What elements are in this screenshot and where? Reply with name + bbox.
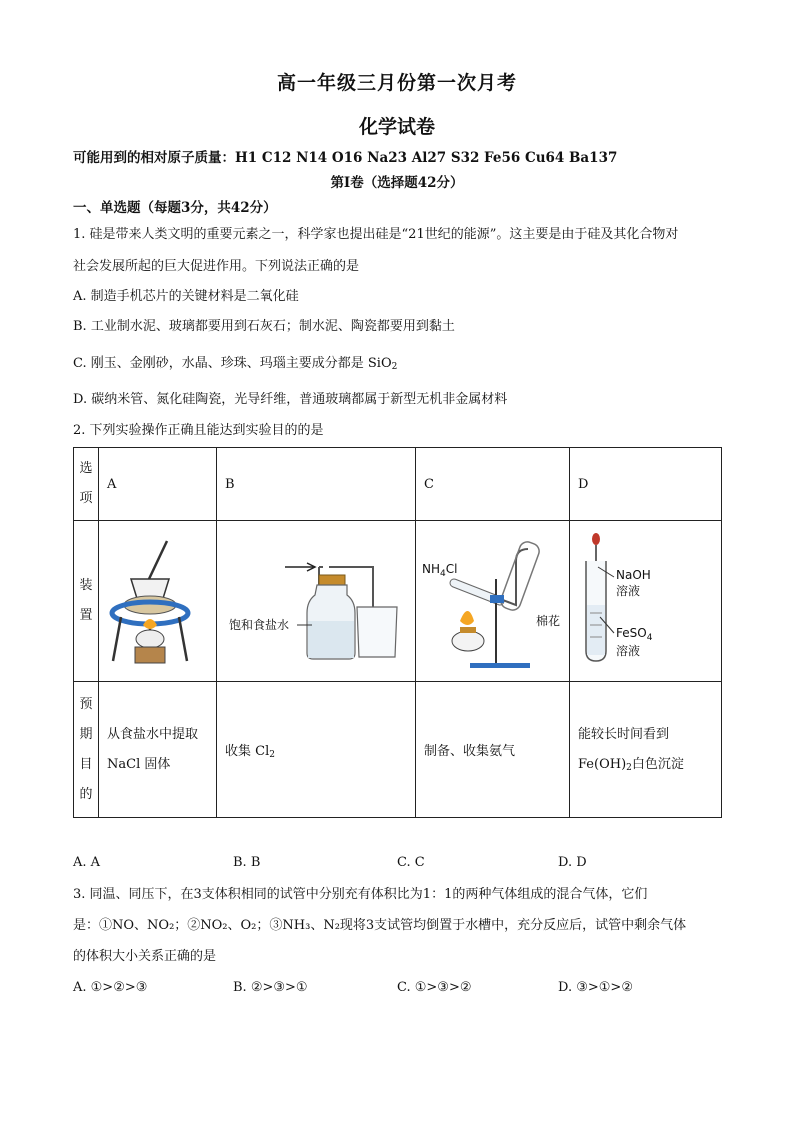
section-heading: 一、单选题（每题3分，共42分） (73, 200, 277, 216)
q3-choice-c[interactable]: C. ①>③>② (397, 980, 472, 995)
q1-option-b: B. 工业制水泥、玻璃都要用到石灰石；制水泥、陶瓷都要用到黏土 (73, 319, 455, 334)
evaporation-apparatus-figure (99, 521, 216, 677)
feso4-solution-label: 溶液 (616, 644, 641, 658)
row-label-apparatus: 装 置 (74, 521, 99, 682)
table-row-purpose (74, 682, 722, 818)
q2-choice-c[interactable]: C. C (397, 855, 425, 870)
apparatus-c (416, 521, 570, 682)
exam-subtitle: 化学试卷 (358, 116, 435, 138)
q1-option-d: D. 碳纳米管、氮化硅陶瓷，光导纤维，普通玻璃都属于新型无机非金属材料 (73, 392, 508, 407)
row-label-purpose: 预 期 目 的 (74, 682, 99, 818)
apparatus-a (99, 521, 217, 682)
purpose-a: 从食盐水中提取 NaCl 固体 (99, 682, 217, 818)
header-d: D (570, 448, 722, 521)
q3-stem-line3: 的体积大小关系正确的是 (73, 949, 217, 964)
apparatus-b (217, 521, 416, 682)
q3-choice-a[interactable]: A. ①>②>③ (73, 980, 148, 995)
naoh-solution-label: 溶液 (616, 584, 641, 598)
cotton-label: 棉花 (536, 614, 561, 628)
nh4cl-label: $NH_4Cl$ (422, 562, 458, 579)
q1-option-c: C. 刚玉、金刚砂，水晶、珍珠、玛瑙主要成分都是 SiO$_2$ (73, 356, 398, 372)
exam-title: 高一年级三月份第一次月考 (276, 72, 517, 94)
naoh-label: NaOH (616, 568, 651, 582)
volume-heading: 第Ⅰ卷（选择题42分） (330, 175, 464, 191)
row-label-options: 选 项 (74, 448, 99, 521)
gas-collection-figure (217, 521, 414, 677)
q3-choice-d[interactable]: D. ③>①>② (558, 980, 633, 995)
q2-stem: 2. 下列实验操作正确且能达到实验目的的是 (73, 423, 324, 438)
feso4-label: FeSO$_4$ (616, 626, 653, 643)
q2-choice-d[interactable]: D. D (558, 855, 587, 870)
q3-choice-b[interactable]: B. ②>③>① (233, 980, 308, 995)
atomic-masses: 可能用到的相对原子质量：H1 C12 N14 O16 Na23 Al27 S32 Fe56 Cu64 Ba137 (73, 150, 618, 166)
purpose-b: 收集 $Cl_2$ (217, 682, 416, 818)
ammonia-prep-figure (416, 521, 569, 677)
q2-choice-a[interactable]: A. A (73, 855, 101, 870)
q3-stem-line1: 3. 同温、同压下，在3支体积相同的试管中分别充有体积比为1：1的两种气体组成的混合气体，它们 (73, 887, 648, 902)
purpose-c: 制备、收集氨气 (416, 682, 570, 818)
header-b: B (217, 448, 416, 521)
q1-stem-line1: 1. 硅是带来人类文明的重要元素之一，科学家也提出硅是“21世纪的能源”。这主要是由于硅及其化合物对 (73, 227, 679, 242)
q3-stem-line2: 是：①NO、NO₂；②NO₂、O₂；③NH₃、N₂现将3支试管均倒置于水槽中，充分反应后，试管中剩余气体 (73, 918, 687, 933)
q2-choice-b[interactable]: B. B (233, 855, 261, 870)
saturated-brine-label: 饱和食盐水 (229, 618, 290, 632)
apparatus-d (570, 521, 722, 682)
header-c: C (416, 448, 570, 521)
table-row-apparatus (74, 521, 722, 682)
ferrous-hydroxide-figure (570, 521, 703, 677)
q1-option-a: A. 制造手机芯片的关键材料是二氧化硅 (73, 289, 299, 304)
purpose-d: 能较长时间看到 $Fe(OH)_2$白色沉淀 (570, 682, 722, 818)
q1-stem-line2: 社会发展所起的巨大促进作用。下列说法正确的是 (73, 259, 360, 274)
table-row-options (74, 448, 722, 521)
header-a: A (99, 448, 217, 521)
options-table (73, 447, 722, 818)
